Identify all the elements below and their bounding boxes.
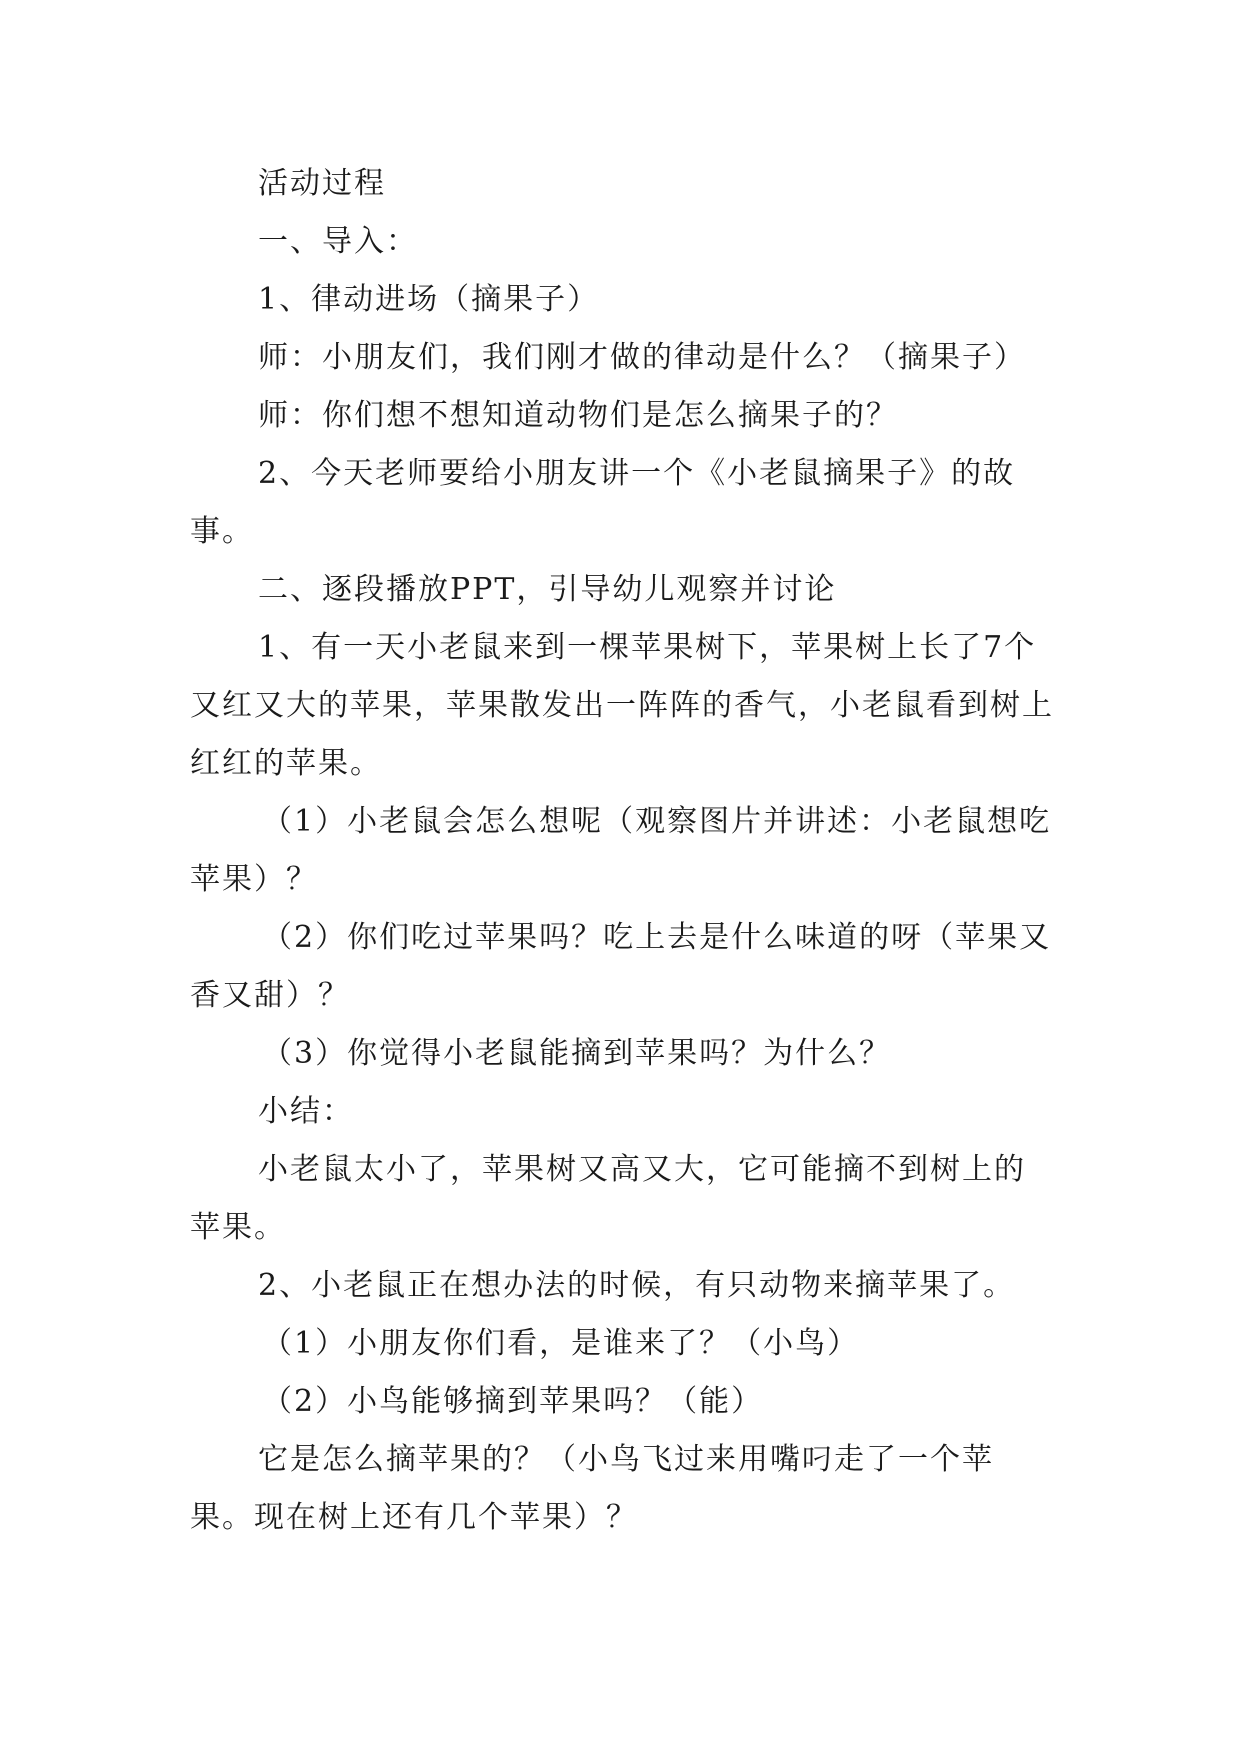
step-item: 2、今天老师要给小朋友讲一个《小老鼠摘果子》的故事。 xyxy=(190,456,1016,549)
dialogue-line: 师：小朋友们，我们刚才做的律动是什么？（摘果子） xyxy=(258,340,1026,375)
summary-text: 小老鼠太小了，苹果树又高又大，它可能摘不到树上的苹果。 xyxy=(190,1152,1026,1245)
dialogue-line: 师：你们想不想知道动物们是怎么摘果子的？ xyxy=(258,398,898,433)
question-item: （2）你们吃过苹果吗？吃上去是什么味道的呀（苹果又香又甜）？ xyxy=(190,920,1052,1013)
summary-label: 小结： xyxy=(258,1094,354,1129)
question-item: 它是怎么摘苹果的？（小鸟飞过来用嘴叼走了一个苹果。现在树上还有几个苹果）？ xyxy=(190,1442,994,1535)
question-item: （2）小鸟能够摘到苹果吗？（能） xyxy=(262,1384,764,1419)
step-item: 2、小老鼠正在想办法的时候，有只动物来摘苹果了。 xyxy=(258,1268,1016,1303)
document-body xyxy=(190,155,1055,1547)
section-heading: 活动过程 xyxy=(258,166,386,201)
part-heading: 一、导入： xyxy=(258,224,418,259)
question-item: （1）小老鼠会怎么想呢（观察图片并讲述：小老鼠想吃苹果）？ xyxy=(190,804,1052,897)
part-heading: 二、逐段播放PPT，引导幼儿观察并讨论 xyxy=(258,572,837,607)
question-item: （3）你觉得小老鼠能摘到苹果吗？为什么？ xyxy=(262,1036,892,1071)
step-item: 1、有一天小老鼠来到一棵苹果树下，苹果树上长了7个又红又大的苹果，苹果散发出一阵阵的香气，小老鼠看到树上红红的苹果。 xyxy=(190,630,1054,781)
step-item: 1、律动进场（摘果子） xyxy=(258,282,600,317)
question-item: （1）小朋友你们看，是谁来了？（小鸟） xyxy=(262,1326,860,1361)
